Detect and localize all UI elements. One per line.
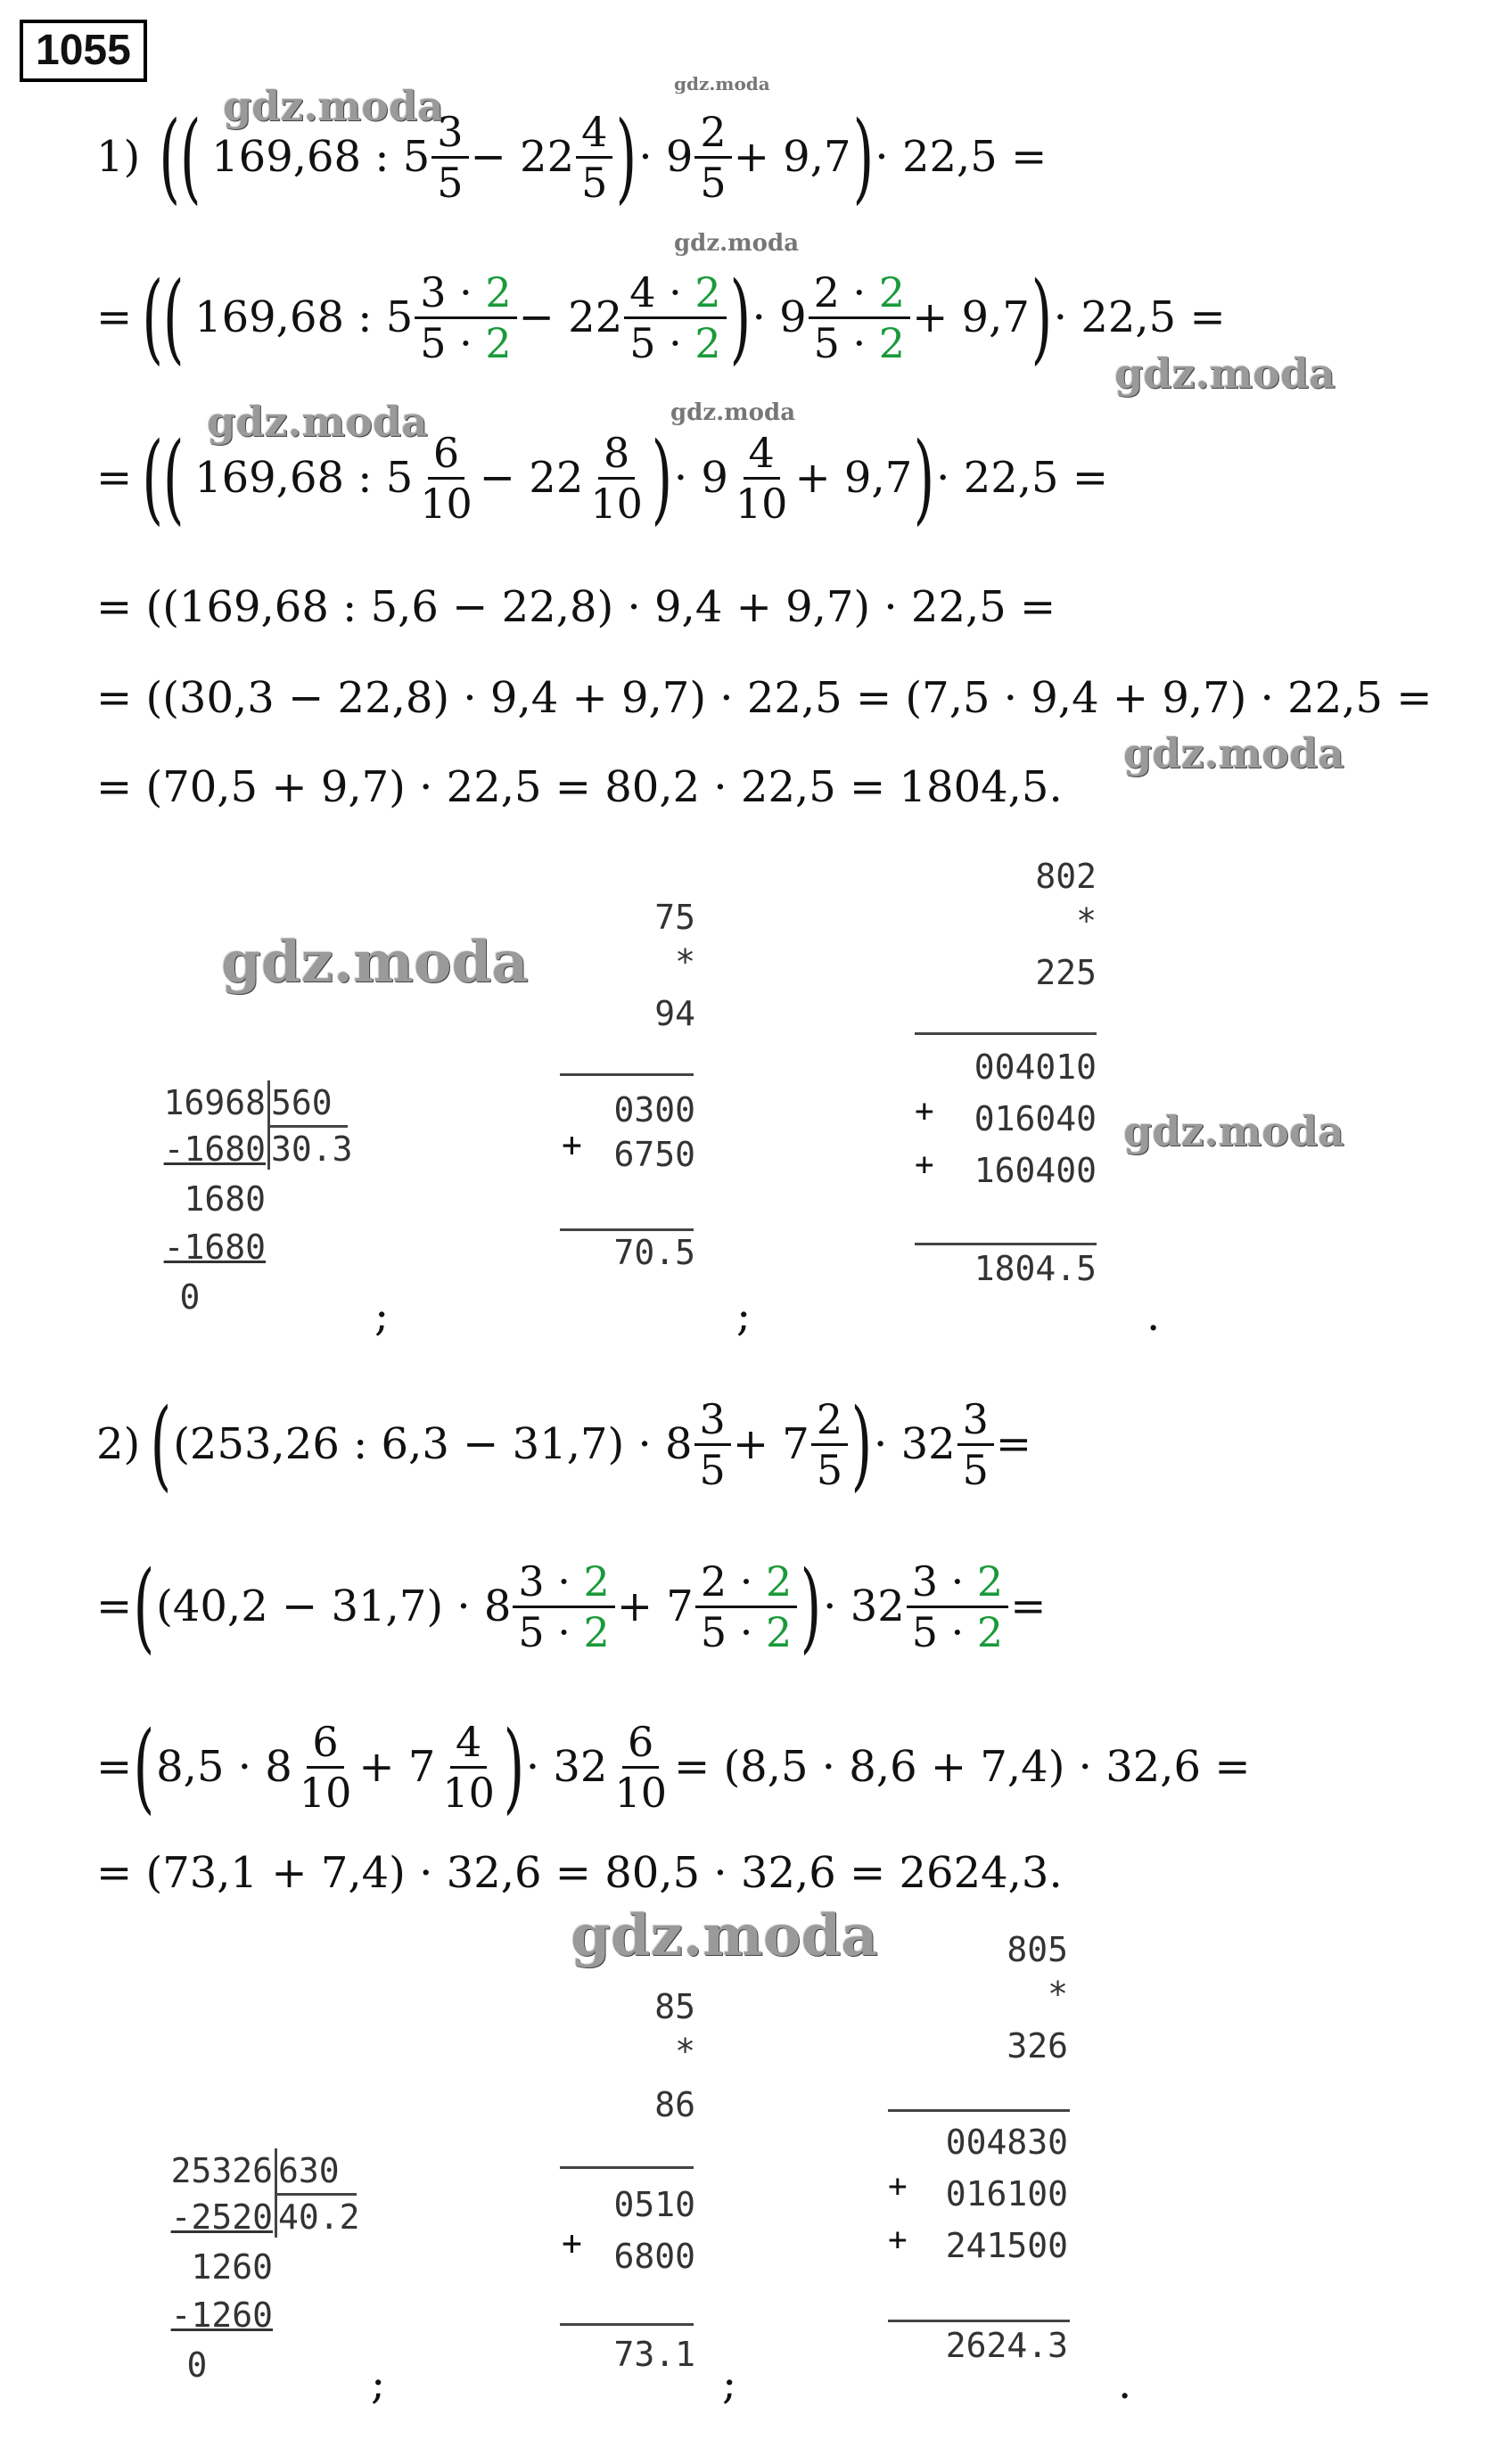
watermark: gdz.moda bbox=[223, 82, 444, 130]
watermark: gdz.moda bbox=[207, 398, 428, 446]
watermark: gdz.moda bbox=[1114, 349, 1335, 398]
subtrahend: -1680 bbox=[163, 1129, 266, 1169]
expr-text: − 22 bbox=[518, 292, 623, 342]
operator: + bbox=[562, 1125, 582, 1164]
fraction: $\frac{3 \cdot 2}{5 \cdot 2}$ bbox=[907, 1557, 1008, 1656]
expr-text: 169,68 : 5 bbox=[194, 292, 414, 342]
operator: + bbox=[562, 2223, 582, 2263]
fraction: $\frac{8}{10}$ bbox=[590, 428, 643, 528]
expr-text: − 22 bbox=[479, 453, 584, 503]
rule bbox=[888, 2320, 1070, 2322]
partial-product: 0510 bbox=[613, 2185, 695, 2224]
operator: + bbox=[915, 1146, 934, 1183]
partial-product: 6750 bbox=[613, 1135, 695, 1174]
part2-line-2: = ( (40,2 − 31,7) · 8 $\frac{3 \cdot 2}{5 \cdot 2}$ + 7 $\frac{2 \cdot 2}{5 \cdot 2}$ ) · 32 $\frac{3 \cdot 2}{5 \cdot 2}$ = bbox=[96, 1549, 1047, 1663]
partial-product: 016040 bbox=[974, 1099, 1097, 1138]
remainder: 1680 bbox=[184, 1179, 266, 1219]
fraction: $\frac{2}{5}$ bbox=[694, 108, 731, 207]
dividend: 25326 bbox=[170, 2151, 273, 2190]
part1-line-2: = (( 169,68 : 5 $\frac{3 \cdot 2}{5 \cdot 2}$ − 22 $\frac{4 \cdot 2}{5 \cdot 2}$ ) · 9 $\frac{2 \cdot 2}{5 \cdot 2}$ + 9,7 ) · 22,5 = bbox=[96, 260, 1226, 374]
fraction: $\frac{2 \cdot 2}{5 \cdot 2}$ bbox=[695, 1557, 797, 1656]
partial-product: 160400 bbox=[974, 1151, 1097, 1190]
operator: + bbox=[888, 2168, 908, 2205]
remainder: 0 bbox=[179, 1277, 201, 1317]
part1-line-6: = (70,5 + 9,7) · 22,5 = 80,2 · 22,5 = 1804,5. bbox=[96, 762, 1063, 812]
part-label: 1) bbox=[96, 132, 141, 182]
rule bbox=[560, 2323, 694, 2326]
expr-text: = bbox=[1010, 1581, 1047, 1631]
quotient: 30.3 bbox=[271, 1129, 353, 1169]
partial-product: 0300 bbox=[613, 1090, 695, 1129]
expr-text: + 9,7 bbox=[912, 292, 1030, 342]
expr-text: · 32 bbox=[823, 1581, 905, 1631]
factor: 86 bbox=[654, 2085, 695, 2124]
fraction: $\frac{4}{10}$ bbox=[735, 428, 788, 528]
expr-text: + 7 bbox=[732, 1419, 809, 1469]
fraction: $\frac{3}{5}$ bbox=[957, 1395, 994, 1494]
remainder: 0 bbox=[186, 2345, 208, 2385]
rule bbox=[560, 2166, 694, 2169]
partial-product: 6800 bbox=[613, 2237, 695, 2276]
operator: * bbox=[1048, 1975, 1068, 2014]
separator: . bbox=[1118, 2359, 1132, 2409]
expr-text: + 7 bbox=[616, 1581, 694, 1631]
part1-line-5: = ((30,3 − 22,8) · 9,4 + 9,7) · 22,5 = (7,5 · 9,4 + 9,7) · 22,5 = bbox=[96, 673, 1433, 723]
fraction: $\frac{2}{5}$ bbox=[811, 1395, 848, 1494]
partial-product: 241500 bbox=[945, 2226, 1068, 2265]
watermark: gdz.moda bbox=[670, 399, 796, 426]
rule bbox=[915, 1032, 1097, 1035]
separator: . bbox=[1146, 1291, 1161, 1341]
separator: ; bbox=[374, 1291, 390, 1341]
division-bar bbox=[275, 2193, 357, 2196]
fraction: $\frac{4 \cdot 2}{5 \cdot 2}$ bbox=[624, 268, 726, 367]
fraction: $\frac{6}{10}$ bbox=[420, 428, 472, 528]
watermark: gdz.moda bbox=[1123, 1107, 1344, 1155]
product: 1804.5 bbox=[974, 1249, 1097, 1288]
factor: 85 bbox=[654, 1987, 695, 2026]
fraction: $\frac{4}{5}$ bbox=[576, 108, 612, 207]
expr-text: (253,26 : 6,3 − 31,7) · 8 bbox=[173, 1419, 693, 1469]
watermark: gdz.moda bbox=[571, 1902, 878, 1969]
divisor: 560 bbox=[271, 1083, 333, 1122]
product: 2624.3 bbox=[945, 2326, 1068, 2365]
expr-text: (40,2 − 31,7) · 8 bbox=[156, 1581, 512, 1631]
fraction: $\frac{3}{5}$ bbox=[431, 108, 468, 207]
expr-text: · 22,5 = bbox=[875, 132, 1048, 182]
factor: 802 bbox=[1035, 857, 1097, 896]
product: 70.5 bbox=[613, 1233, 695, 1272]
expr-text: · 9 bbox=[752, 292, 807, 342]
multiplication-3 bbox=[553, 1984, 695, 2377]
fraction: $\frac{3}{5}$ bbox=[694, 1395, 731, 1494]
separator: ; bbox=[371, 2359, 386, 2409]
factor: 75 bbox=[654, 898, 695, 937]
subtrahend: -1680 bbox=[163, 1228, 266, 1267]
operator: + bbox=[915, 1093, 934, 1129]
fraction: $\frac{6}{10}$ bbox=[614, 1717, 667, 1817]
partial-product: 004010 bbox=[974, 1047, 1097, 1087]
dividend: 16968 bbox=[163, 1083, 266, 1122]
watermark: gdz.moda bbox=[221, 929, 529, 996]
expr-text: = bbox=[995, 1419, 1032, 1469]
part1-line-3: = (( 169,68 : 5 $\frac{6}{10}$ − 22 $\frac{8}{10}$ ) · 9 $\frac{4}{10}$ + 9,7 ) · 22,5 = bbox=[96, 421, 1109, 535]
fraction: $\frac{3 \cdot 2}{5 \cdot 2}$ bbox=[513, 1557, 614, 1656]
division-bar bbox=[267, 1125, 348, 1128]
problem-number: 1055 bbox=[20, 20, 147, 82]
part1-line-1: 1) (( 169,68 : 5 $\frac{3}{5}$ − 22 $\frac{4}{5}$ ) · 9 $\frac{2}{5}$ + 9,7 ) · 22,5 = bbox=[96, 100, 1048, 214]
multiplication-1 bbox=[553, 895, 695, 1275]
expr-text: · 32 bbox=[525, 1742, 608, 1792]
expr-text: + 7 bbox=[358, 1742, 436, 1792]
expr-text: = (8,5 · 8,6 + 7,4) · 32,6 = bbox=[673, 1742, 1251, 1792]
part2-line-3: = ( 8,5 · 8 $\frac{6}{10}$ + 7 $\frac{4}{10}$ ) · 32 $\frac{6}{10}$ = (8,5 · 8,6 + 7,4) · 32,6 = bbox=[96, 1710, 1251, 1824]
expr-text: · 22,5 = bbox=[936, 453, 1109, 503]
factor: 225 bbox=[1035, 953, 1097, 992]
expr-text: · 32 bbox=[874, 1419, 956, 1469]
subtrahend: -1260 bbox=[170, 2296, 273, 2335]
remainder: 1260 bbox=[191, 2247, 273, 2287]
separator: ; bbox=[722, 2359, 737, 2409]
partial-product: 016100 bbox=[945, 2174, 1068, 2213]
operator: * bbox=[1076, 901, 1097, 940]
rule bbox=[560, 1073, 694, 1076]
part2-line-1: 2) ( (253,26 : 6,3 − 31,7) · 8 $\frac{3}{5}$ + 7 $\frac{2}{5}$ ) · 32 $\frac{3}{5}$ = bbox=[96, 1387, 1032, 1501]
divisor: 630 bbox=[278, 2151, 340, 2190]
subtrahend: -2520 bbox=[170, 2197, 273, 2237]
factor: 805 bbox=[1007, 1930, 1068, 1969]
fraction: $\frac{3 \cdot 2}{5 \cdot 2}$ bbox=[415, 268, 516, 367]
expr-text: 169,68 : 5 bbox=[194, 453, 414, 503]
factor: 94 bbox=[654, 994, 695, 1033]
watermark: gdz.moda bbox=[674, 230, 800, 257]
expr-text: 8,5 · 8 bbox=[156, 1742, 292, 1792]
expr-text: = bbox=[96, 1742, 133, 1792]
expr-text: = bbox=[96, 453, 133, 503]
multiplication-2 bbox=[918, 854, 1097, 1291]
expr-text: · 9 bbox=[673, 453, 728, 503]
part1-line-4: = ((169,68 : 5,6 − 22,8) · 9,4 + 9,7) · 22,5 = bbox=[96, 582, 1056, 632]
operator: * bbox=[675, 942, 695, 981]
partial-product: 004830 bbox=[945, 2123, 1068, 2162]
expr-text: 169,68 : 5 bbox=[211, 132, 431, 182]
rule bbox=[560, 1228, 694, 1231]
watermark: gdz.moda bbox=[1123, 729, 1344, 777]
watermark: gdz.moda bbox=[674, 73, 770, 94]
fraction: $\frac{4}{10}$ bbox=[442, 1717, 495, 1817]
product: 73.1 bbox=[613, 2335, 695, 2374]
part-label: 2) bbox=[96, 1419, 141, 1469]
rule bbox=[888, 2109, 1070, 2112]
expr-text: = bbox=[96, 1581, 133, 1631]
expr-text: + 9,7 bbox=[794, 453, 913, 503]
multiplication-4 bbox=[890, 1927, 1068, 2368]
fraction: $\frac{6}{10}$ bbox=[299, 1717, 352, 1817]
expr-text: · 9 bbox=[638, 132, 694, 182]
separator: ; bbox=[736, 1291, 752, 1341]
rule bbox=[915, 1243, 1097, 1245]
operator: * bbox=[675, 2032, 695, 2071]
factor: 326 bbox=[1007, 2026, 1068, 2066]
operator: + bbox=[888, 2222, 908, 2258]
expr-text: · 22,5 = bbox=[1053, 292, 1226, 342]
expr-text: + 9,7 bbox=[733, 132, 851, 182]
part2-line-4: = (73,1 + 7,4) · 32,6 = 80,5 · 32,6 = 2624,3. bbox=[96, 1848, 1063, 1898]
quotient: 40.2 bbox=[278, 2197, 360, 2237]
fraction: $\frac{2 \cdot 2}{5 \cdot 2}$ bbox=[809, 268, 910, 367]
expr-text: − 22 bbox=[470, 132, 575, 182]
expr-text: = bbox=[96, 292, 133, 342]
